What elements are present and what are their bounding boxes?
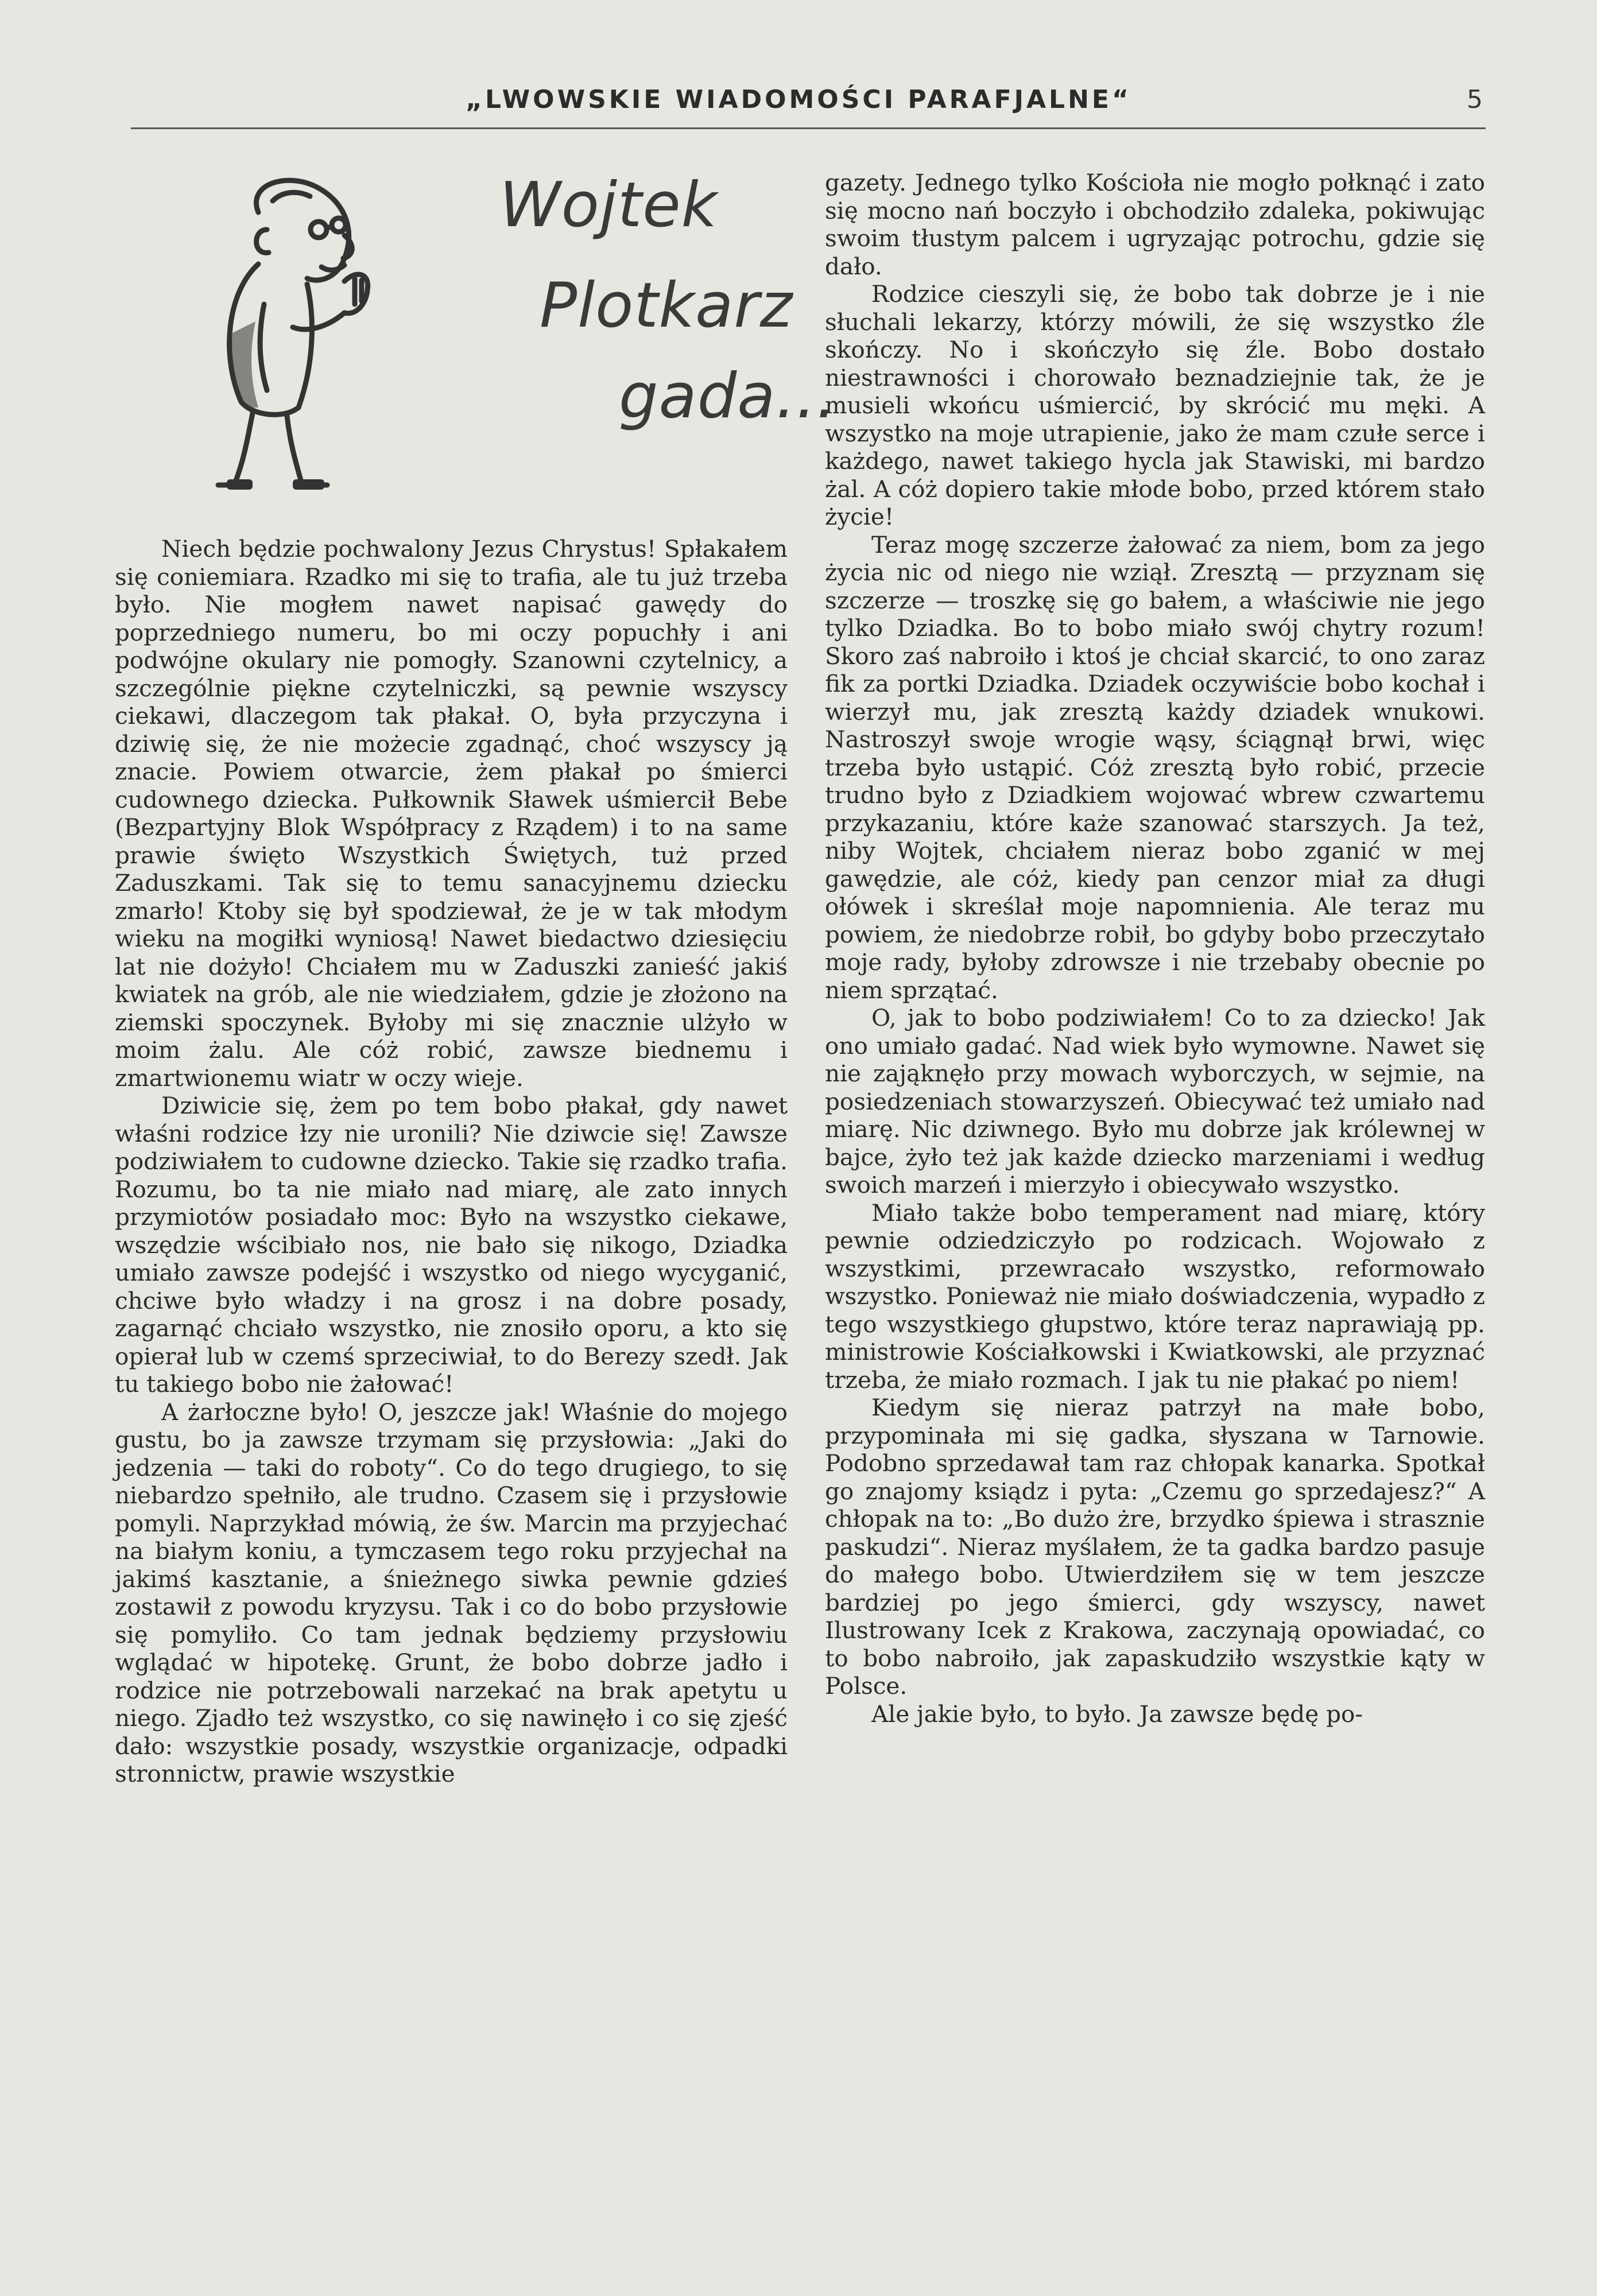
paragraph: gazety. Jednego tylko Kościoła nie mogło połknąć i zato się mocno nań boczyło i obchodziło zdaleka, pokiwując swoim tłustym palcem i ugryzając potrochu, gdzie się dało. (825, 169, 1485, 280)
paragraph: Miało także bobo temperament nad miarę, który pewnie odziedziczyło po rodzicach. Wojowało z wszystkimi, przewracało wszystko, reformowało wszystko. Ponieważ nie miało doświadczenia, wypadło z tego wszystkiego głupstwo, które teraz naprawiają pp. ministrowie Kościałkowski i Kwiatkowski, ale przyznać trzeba, że miało rozmach. I jak tu nie płakać po niem! (825, 1199, 1485, 1394)
paragraph: A żarłoczne było! O, jeszcze jak! Właśnie do mojego gustu, bo ja zawsze trzymam się przysłowia: „Jaki do jedzenia — taki do roboty“. Co do tego drugiego, to się niebardzo spełniło, ale trudno. Czasem się i przysłowie pomyli. Naprzykład mówią, że św. Marcin ma przyjechać na białym koniu, a tymczasem tego roku przyjechał na jakimś kasztanie, a śnieżnego siwka pewnie gdzieś zostawił z powodu kryzysu. Tak i co do bobo przysłowie się pomyliło. Co tam jednak będziemy przysłowiu wglądać w hipotekę. Grunt, że bobo dobrze jadło i rodzice nie potrzebowali narzekać na brak apetytu u niego. Zjadło też wszystko, co się nawinęło i co się zjeść dało: wszystkie posady, wszystkie organizacje, odpadki stronnictw, prawie wszystkie (115, 1398, 788, 1787)
page-number: 5 (1467, 85, 1483, 114)
paragraph: Dziwicie się, żem po tem bobo płakał, gdy nawet właśni rodzice łzy nie uronili? Nie dziwcie się! Zawsze podziwiałem to cudowne dziecko. Takie się rzadko trafia. Rozumu, bo ta nie miało nad miarę, ale zato innych przymiotów posiadało moc: Było na wszystko ciekawe, wszędzie wścibiało nos, nie bało się nikogo, Dziadka umiało zawsze podejść i wszystko od niego wycyganić, chciwe było władzy i na grosz i na dobre posady, zagarnąć chciało wszystko, nie znosiło oporu, a kto się opierał lub w czemś sprzeciwiał, to do Berezy szedł. Jak tu takiego bobo nie żałować! (115, 1092, 788, 1398)
paragraph: Rodzice cieszyli się, że bobo tak dobrze je i nie słuchali lekarzy, którzy mówili, że się wszystko źle skończy. No i skończyło się źle. Bobo dostało niestrawności i chorowało beznadziejnie tak, że je musieli wkońcu uśmiercić, by skrócić mu męki. A wszystko na moje utrapienie, jako że mam czułe serce i każdego, nawet takiego hycla jak Stawiski, mi bardzo żal. A cóż dopiero takie młode bobo, przed którem stało życie! (825, 280, 1485, 530)
left-text-column (115, 535, 788, 1788)
right-text-column (825, 169, 1485, 1728)
newspaper-header-title: „LWOWSKIE WIADOMOŚCI PARAFJALNE“ (466, 85, 1131, 114)
paragraph: Ale jakie było, to było. Ja zawsze będę po- (871, 1700, 1363, 1728)
paragraph: Niech będzie pochwalony Jezus Chrystus! Spłakałem się coniemiara. Rzadko mi się to trafia, ale tu już trzeba było. Nie mogłem nawet napisać gawędy do poprzedniego numeru, bo mi oczy popuchły i ani podwójne okulary nie pomogły. Szanowni czytelnicy, a szczególnie piękne czytelniczki, są pewnie wszyscy ciekawi, dlaczegom tak płakał. O, była przyczyna i dziwię się, że nie możecie zgadnąć, choć wszyscy ją znacie. Powiem otwarcie, żem płakał po śmierci cudownego dziecka. Pułkownik Sławek uśmiercił Bebe (Bezpartyjny Blok Współpracy z Rządem) i to na same prawie święto Wszystkich Świętych, tuż przed Zaduszkami. Tak się to temu sanacyjnemu dziecku zmarło! Ktoby się był spodziewał, że je w tak młodym wieku na mogiłki wyniosą! Nawet biedactwo dziesięciu lat nie dożyło! Chciałem mu w Zaduszki zanieść jakiś kwiatek na grób, ale nie wiedziałem, gdzie je złożono na ziemski spoczynek. Byłoby mi się znacznie ulżyło w moim żalu. Ale cóż robić, zawsze biednemu i zmartwionemu wiatr w oczy wieje. (115, 535, 788, 1092)
gossiping-man-caricature-icon (172, 161, 413, 505)
article-title-line-3: gada... (619, 360, 837, 432)
header-rule (131, 127, 1486, 129)
paragraph: O, jak to bobo podziwiałem! Co to za dziecko! Jak ono umiało gadać. Nad wiek było wymowne. Nawet się nie zająknęło przy mowach wyborczych, w sejmie, na posiedzeniach stowarzyszeń. Obiecywać też umiało nad miarę. Nic dziwnego. Było mu dobrze jak królewnej w bajce, żyło też jak każde dziecko marzeniami i według swoich marzeń i mierzyło i obiecywało wszystko. (825, 1004, 1485, 1199)
paragraph: Teraz mogę szczerze żałować za niem, bom za jego życia nic od niego nie wziął. Zresztą — przyznam się szczerze — troszkę się go bałem, a właściwie nie jego tylko Dziadka. Bo to bobo miało swój chytry rozum! Skoro zaś nabroiło i ktoś je chciał skarcić, to ono zaraz fik za portki Dziadka. Dziadek oczywiście bobo kochał i wierzył mu, jak zresztą każdy dziadek wnukowi. Nastroszył swoje wrogie wąsy, ściągnął brwi, więc trzeba było ustąpić. Cóż zresztą było robić, przecie trudno było z Dziadkiem wojować wbrew czwartemu przykazaniu, które każe szanować starszych. Ja też, niby Wojtek, chciałem nieraz bobo zganić w mej gawędzie, ale cóż, kiedy pan cenzor miał za długi ołówek i skreślał moje napomnienia. Ale teraz mu powiem, że niedobrze robił, bo gdyby bobo przeczytało moje rady, byłoby zdrowsze i nie trzebaby obecnie po niem sprzątać. (825, 530, 1485, 1004)
article-title-line-2: Plotkarz (540, 270, 793, 342)
paragraph: Kiedym się nieraz patrzył na małe bobo, przypominała mi się gadka, słyszana w Tarnowie. Podobno sprzedawał tam raz chłopak kanarka. Spotkał go znajomy ksiądz i pyta: „Czemu go sprzedajesz?“ A chłopak na to: „Bo dużo żre, brzydko śpiewa i strasznie paskudzi“. Nieraz myślałem, że ta gadka bardzo pasuje do małego bobo. Utwierdziłem się w tem jeszcze bardziej po jego śmierci, gdy wszyscy, nawet Ilustrowany Icek z Krakowa, zaczynają opowiadać, co to bobo nabroiło, jak zapaskudziło wszystkie kąty w Polsce. (825, 1394, 1485, 1700)
article-title-line-1: Wojtek (499, 169, 718, 241)
